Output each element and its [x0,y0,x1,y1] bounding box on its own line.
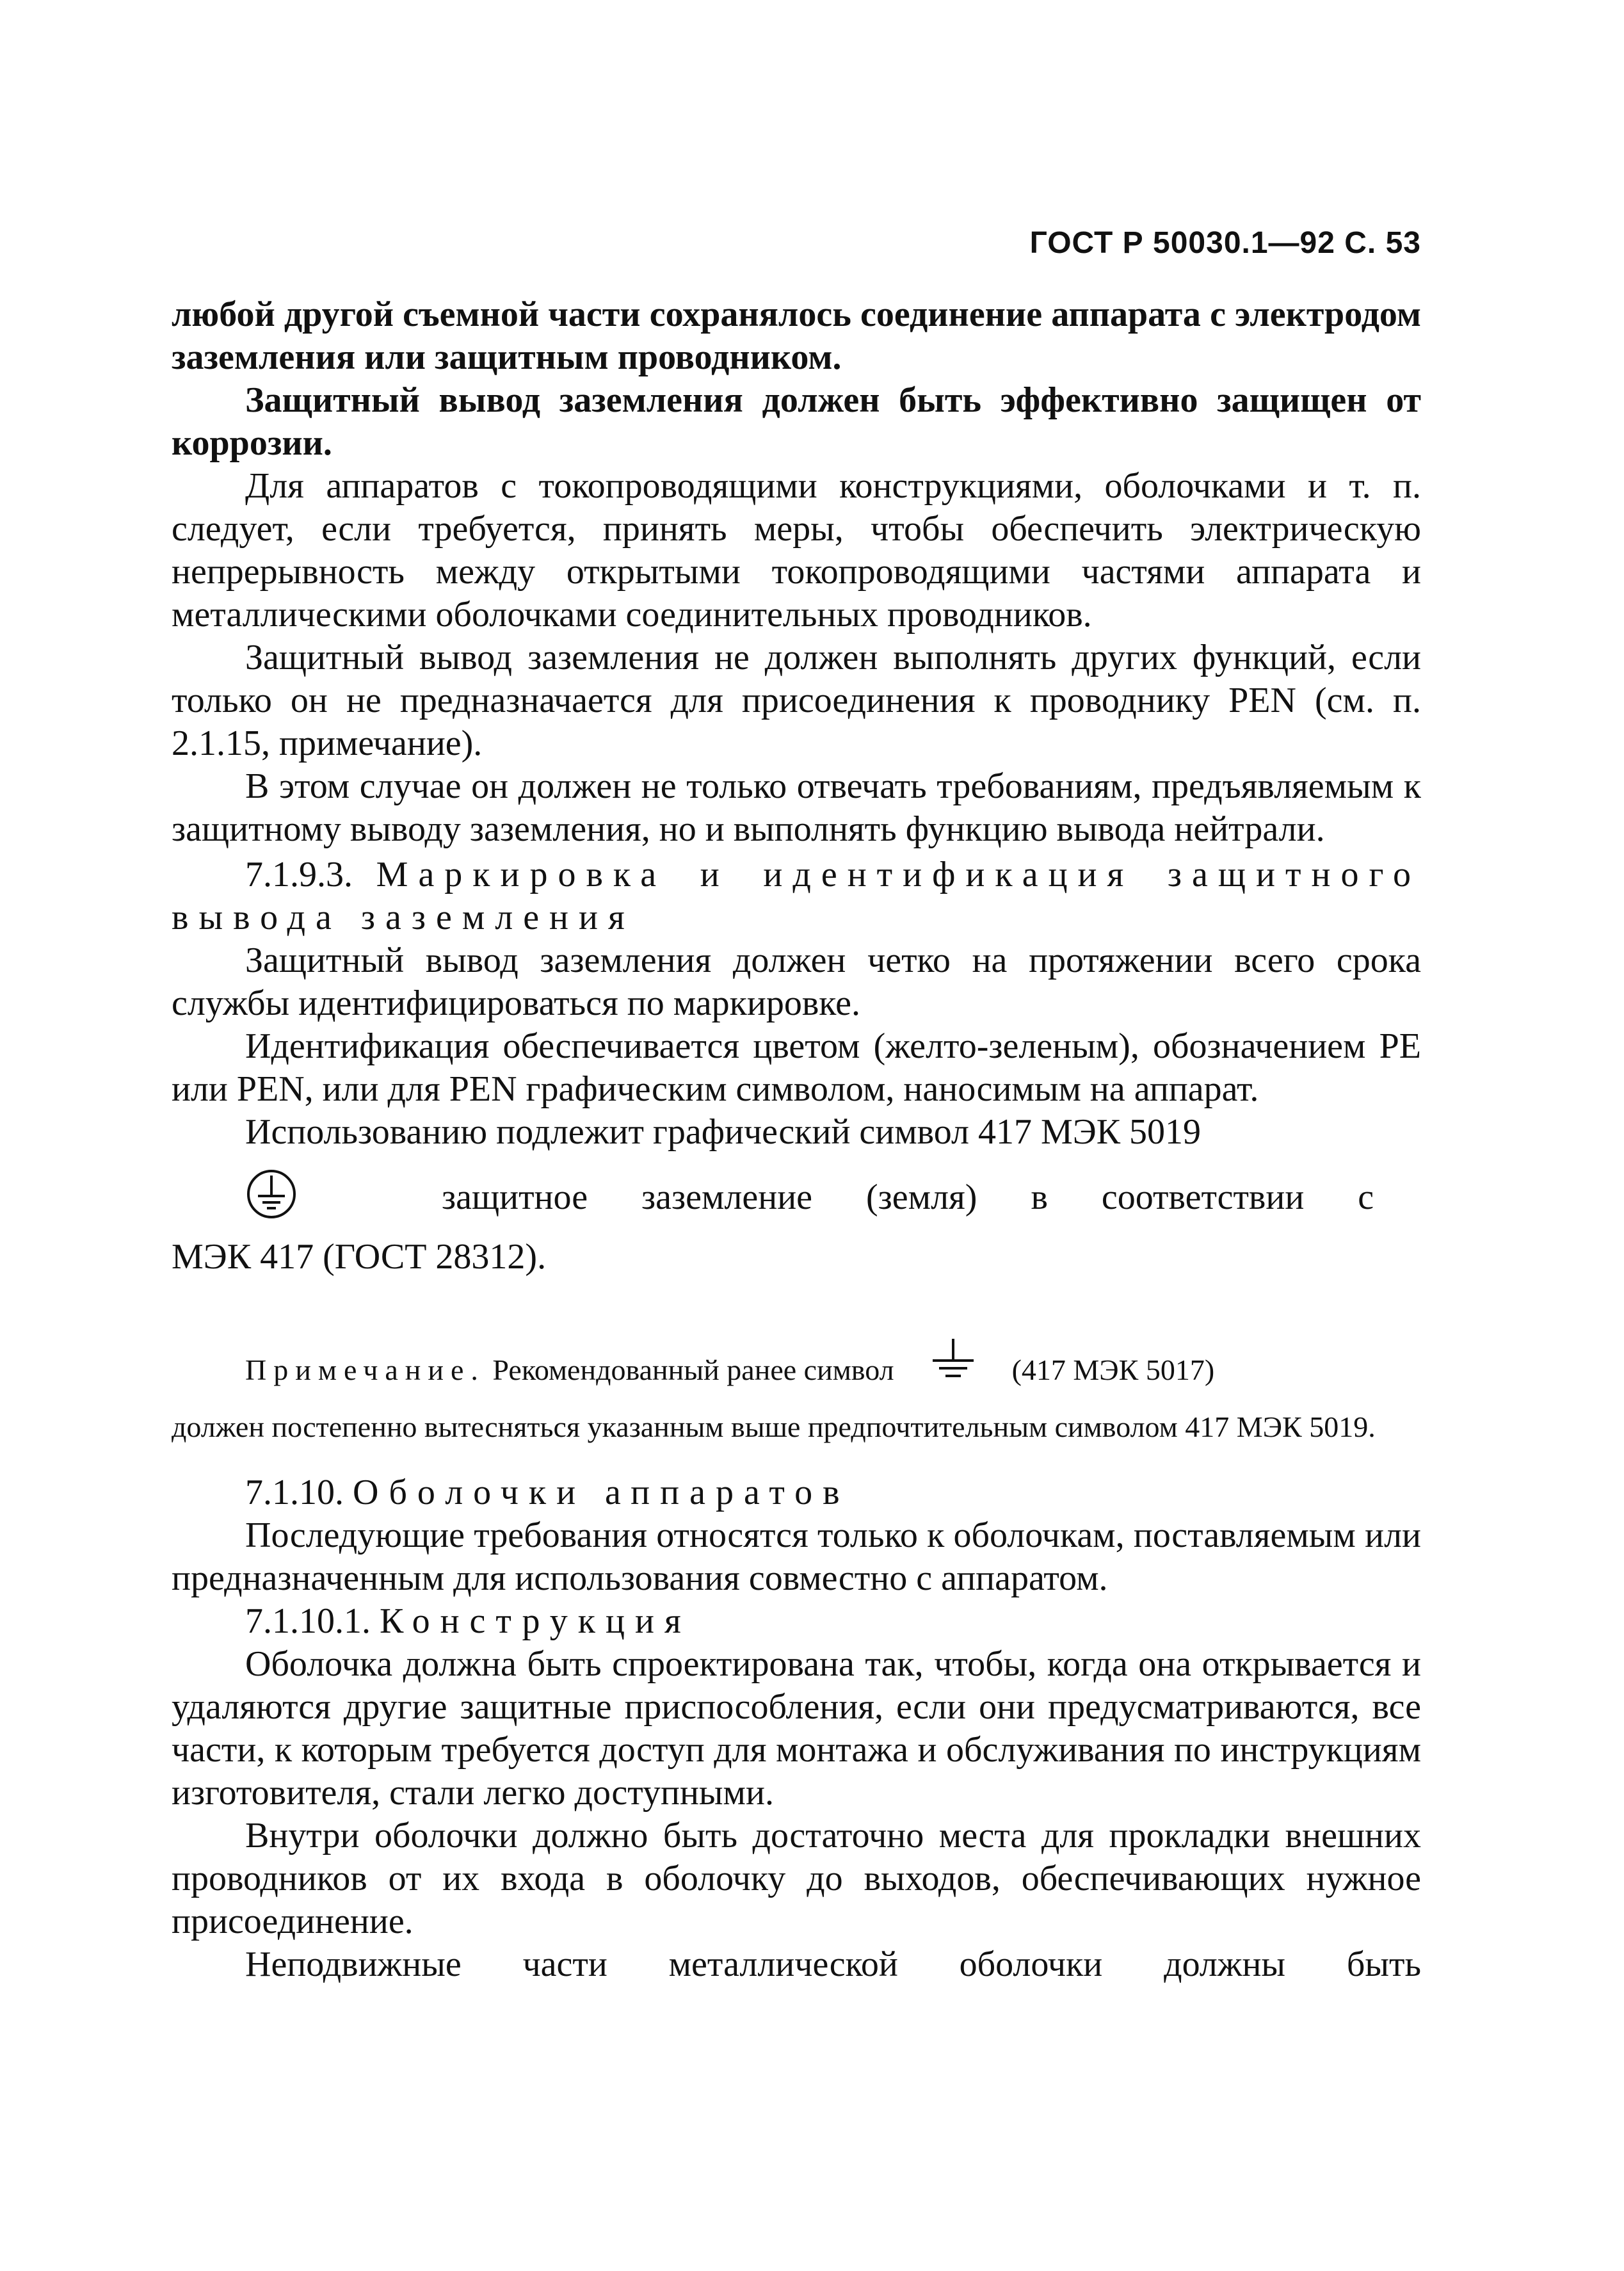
symbol-reference: МЭК 417 (ГОСТ 28312). [172,1237,547,1277]
section-heading-7-1-10-1 [172,1600,1421,1643]
earth-ground-icon [926,1336,980,1384]
document-body [172,293,1421,1986]
section-heading-7-1-10 [172,1471,1421,1514]
paragraph-enclosures: Последующие требования относятся только к оболочкам, поставляемым или предназначенным для использования совместно с аппаратом. [172,1515,1421,1598]
paragraph-conductive: Для аппаратов с токопроводящими конструкциями, оболочками и т. п. следует, если требуется, принять меры, чтобы обеспечить электрическую непрерывность между открытыми токопроводящими частями аппарата и металлическими оболочками соединительных проводников. [172,466,1421,634]
paragraph-space: Внутри оболочки должно быть достаточно места для прокладки внешних проводников от их входа в оболочку до выходов, обеспечивающих нужное присоединение. [172,1816,1421,1941]
note-line [172,1336,1421,1389]
page-header: ГОСТ Р 50030.1—92 С. 53 [1029,226,1421,260]
section-title: Оболочки аппаратов [353,1473,850,1512]
symbol-line [172,1168,1421,1220]
paragraph-fixed-parts: Неподвижные части металлической оболочки должны быть [245,1944,1421,1984]
paragraph-identification: Идентификация обеспечивается цветом (желто-зеленым), обозначением PE или PEN, или для PEN графическим символом, наносимым на аппарат. [172,1026,1421,1109]
section-title: Маркировка и идентификация защитного вывода заземления [172,855,1422,937]
paragraph-corrosion: Защитный вывод заземления должен быть эффективно защищен от коррозии. [172,380,1421,463]
section-number: 7.1.10. [245,1473,344,1512]
paragraph-neutral: В этом случае он должен не только отвечать требованиям, предъявляемым к защитному выводу заземления, но и выполнять функцию вывода нейтрали. [172,766,1421,849]
section-number: 7.1.9.3. [245,855,353,894]
section-heading-7-1-9-3 [172,853,1421,939]
paragraph-marking: Защитный вывод заземления должен четко на протяжении всего срока службы идентифицироваться по маркировке. [172,941,1421,1023]
note-text-b: (417 МЭК 5017) [1011,1354,1215,1386]
section-number: 7.1.10.1. [245,1601,371,1641]
symbol-description: защитное заземление (земля) в соответствии с [442,1177,1374,1217]
note-continuation: должен постепенно вытесняться указанным выше предпочтительным символом 417 МЭК 5019. [172,1410,1376,1443]
paragraph-pen: Защитный вывод заземления не должен выполнять других функций, если только он не предназначается для присоединения к проводнику PEN (см. п. 2.1.15, примечание). [172,638,1421,763]
paragraph-continuation: любой другой съемной части сохранялось соединение аппарата с электродом заземления или защитным проводником. [172,295,1421,377]
note-text-a: Рекомендованный ранее символ [492,1354,894,1386]
protective-earth-icon [245,1168,298,1220]
paragraph-symbol-intro: Использованию подлежит графический символ 417 МЭК 5019 [245,1112,1202,1152]
note-label: Примечание. [245,1354,485,1386]
section-title: Конструкция [380,1601,691,1641]
paragraph-construction: Оболочка должна быть спроектирована так, чтобы, когда она открывается и удаляются другие защитные приспособления, если они предусматриваются, все части, к которым требуется доступ для монтажа и обслуживания по инструкциям изготовителя, стали легко доступными. [172,1644,1421,1813]
